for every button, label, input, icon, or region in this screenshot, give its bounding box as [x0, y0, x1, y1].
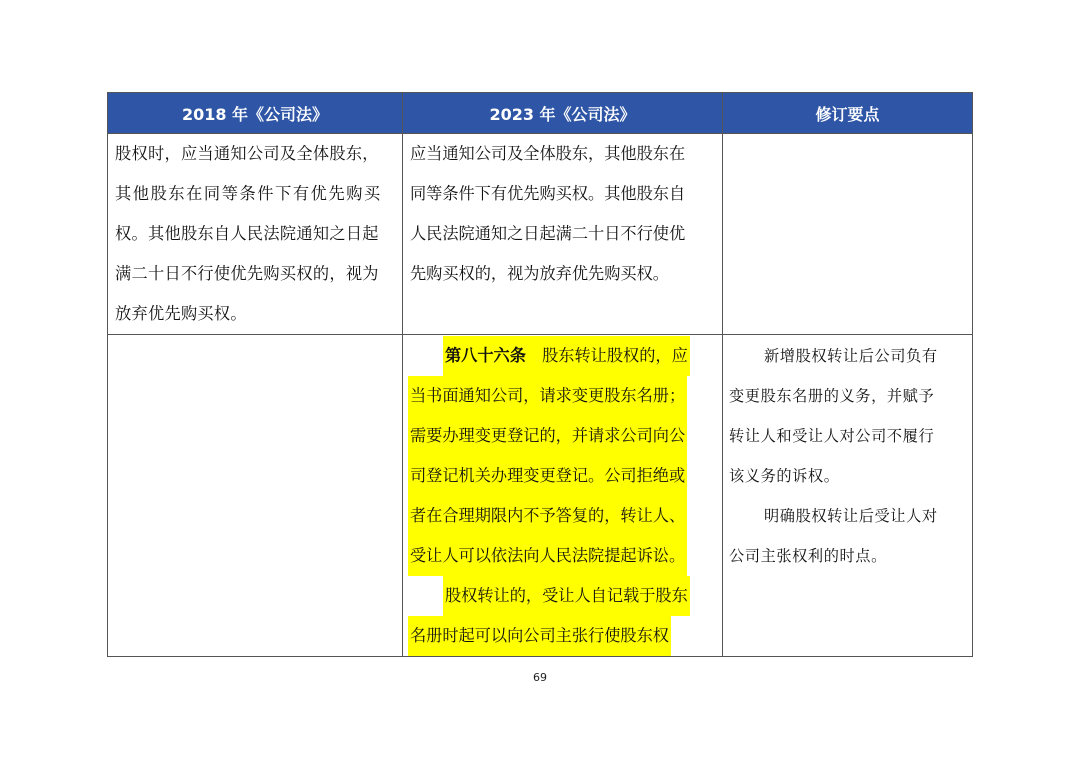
text-line: 者在合理期限内不予答复的，转让人、: [408, 496, 687, 536]
note-line: 明确股权转让后受让人对: [764, 507, 938, 525]
text-line: 人民法院通知之日起满二十日不行使优: [410, 224, 686, 243]
note-line: 该义务的诉权。: [729, 467, 840, 485]
law-comparison-table: [107, 92, 973, 657]
text-line: 应当通知公司及全体股东，其他股东在: [410, 144, 686, 163]
table-row: [108, 134, 973, 335]
page-number: 69: [533, 671, 547, 684]
note-line: 公司主张权利的时点。: [729, 547, 887, 565]
text-line: 司登记机关办理变更登记。公司拒绝或: [408, 456, 687, 496]
note-line: 新增股权转让后公司负有: [764, 347, 938, 365]
text-line: 满二十日不行使优先购买权的，视为: [115, 264, 379, 283]
cell-2023-text: [403, 134, 723, 335]
article-label: 第八十六条: [445, 346, 526, 365]
cell-2023-text: [403, 335, 723, 657]
text-line: 权。其他股东自人民法院通知之日起: [115, 224, 379, 243]
text-line: 需要办理变更登记的，并请求公司向公: [408, 416, 687, 456]
cell-2018-text: [108, 335, 403, 657]
text-line: 股权转让的，受让人自记载于股东: [443, 576, 690, 616]
header-2023-law: 2023 年《公司法》: [403, 93, 723, 134]
text-line: 股权时，应当通知公司及全体股东，: [115, 144, 379, 163]
header-row: [108, 93, 973, 134]
text-line: 受让人可以依法向人民法院提起诉讼。: [408, 536, 687, 576]
text-line: 当书面通知公司，请求变更股东名册；: [408, 376, 687, 416]
text-line: 名册时起可以向公司主张行使股东权: [408, 616, 671, 656]
text-line: 其他股东在同等条件下有优先购买: [115, 184, 382, 203]
text-line: 放弃优先购买权。: [115, 304, 247, 323]
text-line: 同等条件下有优先购买权。其他股东自: [410, 184, 686, 203]
cell-revision-notes: [723, 335, 973, 657]
note-line: 变更股东名册的义务，并赋予: [729, 387, 935, 405]
table-row: [108, 335, 973, 657]
cell-revision-notes: [723, 134, 973, 335]
cell-2018-text: [108, 134, 403, 335]
header-2018-law: 2018 年《公司法》: [108, 93, 403, 134]
text-line: 股东转让股权的，应: [542, 346, 688, 365]
text-line: 先购买权的，视为放弃优先购买权。: [410, 264, 669, 283]
note-line: 转让人和受让人对公司不履行: [729, 427, 935, 445]
header-revision-points: 修订要点: [723, 93, 973, 134]
